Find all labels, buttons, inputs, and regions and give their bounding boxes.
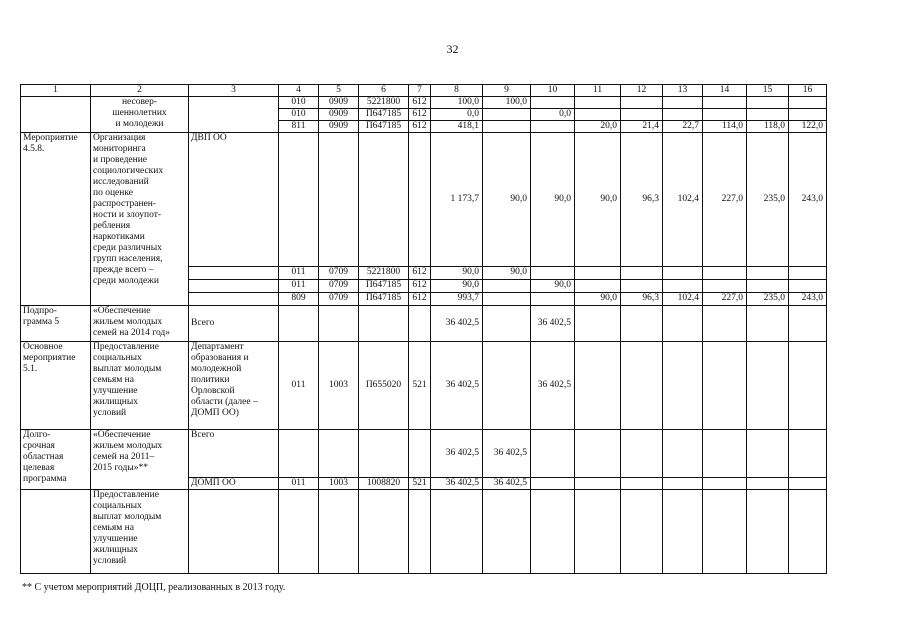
value-cell — [747, 490, 789, 574]
text-line: ДОМП ОО) — [191, 408, 239, 418]
value-cell — [575, 267, 621, 280]
value-cell: 22,7 — [663, 121, 703, 133]
value-cell: 100,0 — [483, 97, 531, 109]
header-cell: 3 — [189, 85, 279, 97]
value-cell — [747, 267, 789, 280]
header-cell: 16 — [789, 85, 827, 97]
code-cell — [409, 490, 431, 574]
value-cell — [663, 267, 703, 280]
text-line: 5.1. — [23, 364, 38, 374]
text-line: Департамент — [191, 342, 244, 352]
value-cell — [531, 293, 575, 306]
text-line: распространен- — [93, 199, 157, 209]
value-cell — [789, 306, 827, 342]
code-cell — [279, 133, 319, 267]
text-line: 4.5.8. — [23, 144, 45, 154]
value-cell — [575, 306, 621, 342]
table-row — [21, 342, 827, 430]
value-cell — [621, 342, 663, 430]
value-cell — [703, 342, 747, 430]
text-line: Предоставление — [93, 490, 159, 500]
value-cell — [575, 109, 621, 121]
text-line: Долго- — [23, 430, 51, 440]
description-cell — [91, 97, 189, 133]
text-line: жильем молодых — [93, 441, 163, 451]
value-cell: 90,0 — [431, 267, 483, 280]
header-cell: 11 — [575, 85, 621, 97]
value-cell — [575, 342, 621, 430]
code-cell: 1008820 — [359, 478, 409, 490]
text-line: семьям на — [93, 375, 134, 385]
executor-cell — [189, 490, 279, 574]
code-cell: 809 — [279, 293, 319, 306]
header-cell: 4 — [279, 85, 319, 97]
value-cell: 20,0 — [575, 121, 621, 133]
header-cell: 8 — [431, 85, 483, 97]
text-line: семей на 2011– — [93, 452, 155, 462]
code-cell: 0709 — [319, 293, 359, 306]
value-cell: 100,0 — [431, 97, 483, 109]
value-cell: 102,4 — [663, 133, 703, 267]
text-line: программа — [23, 474, 67, 484]
text-line: областная — [23, 452, 64, 462]
table-row — [21, 133, 827, 267]
code-cell: 1003 — [319, 342, 359, 430]
value-cell: 90,0 — [575, 293, 621, 306]
text-line: выплат молодым — [93, 364, 162, 374]
value-cell — [621, 280, 663, 293]
footnote: ** С учетом мероприятий ДОЦП, реализованных в 2013 году. — [22, 582, 286, 593]
text-line: шеннолетних — [112, 108, 167, 118]
text-line: грамма 5 — [23, 317, 60, 327]
header-row — [21, 85, 827, 97]
value-cell: 90,0 — [483, 133, 531, 267]
code-cell: 612 — [409, 293, 431, 306]
header-cell: 6 — [359, 85, 409, 97]
value-cell — [621, 430, 663, 478]
text-line: и проведение — [93, 155, 147, 165]
value-cell — [703, 280, 747, 293]
value-cell — [621, 478, 663, 490]
code-cell — [319, 133, 359, 267]
value-cell — [621, 306, 663, 342]
program-cell — [21, 490, 91, 574]
value-cell — [789, 97, 827, 109]
text-line: Подпро- — [23, 306, 57, 316]
code-cell: 612 — [409, 97, 431, 109]
value-cell: 36 402,5 — [431, 430, 483, 478]
code-cell — [279, 430, 319, 478]
value-cell: 418,1 — [431, 121, 483, 133]
code-cell — [319, 490, 359, 574]
code-cell — [319, 430, 359, 478]
text-line: Орловской — [191, 386, 235, 396]
table-row — [21, 306, 827, 342]
code-cell — [279, 306, 319, 342]
value-cell — [431, 490, 483, 574]
text-line: несовер- — [121, 97, 158, 107]
code-cell — [409, 306, 431, 342]
value-cell — [789, 109, 827, 121]
code-cell: 011 — [279, 342, 319, 430]
executor-cell — [189, 280, 279, 293]
header-cell: 1 — [21, 85, 91, 97]
executor-cell: Всего — [189, 306, 279, 342]
value-cell — [789, 280, 827, 293]
value-cell: 993,7 — [431, 293, 483, 306]
table-row — [21, 490, 827, 574]
value-cell — [483, 280, 531, 293]
value-cell: 90,0 — [531, 133, 575, 267]
text-line: улучшение — [93, 386, 138, 396]
code-cell: 5221800 — [359, 97, 409, 109]
text-line: среди молодежи — [93, 276, 159, 286]
program-cell — [21, 133, 91, 306]
code-cell: 0909 — [319, 121, 359, 133]
executor-cell: ДВП ОО — [189, 133, 279, 267]
value-cell: 102,4 — [663, 293, 703, 306]
value-cell — [789, 478, 827, 490]
code-cell: 612 — [409, 267, 431, 280]
code-cell: П647185 — [359, 109, 409, 121]
code-cell — [279, 490, 319, 574]
code-cell — [319, 306, 359, 342]
value-cell: 235,0 — [747, 293, 789, 306]
program-cell — [21, 430, 91, 490]
value-cell — [703, 109, 747, 121]
text-line: жильем молодых — [93, 317, 163, 327]
value-cell — [663, 490, 703, 574]
header-cell: 10 — [531, 85, 575, 97]
text-line: семьям на — [93, 523, 134, 533]
value-cell — [703, 490, 747, 574]
code-cell: 521 — [409, 342, 431, 430]
value-cell — [531, 267, 575, 280]
value-cell: 227,0 — [703, 293, 747, 306]
value-cell — [663, 342, 703, 430]
value-cell — [663, 280, 703, 293]
code-cell — [409, 430, 431, 478]
code-cell: 0709 — [319, 280, 359, 293]
text-line: и молодежи — [115, 119, 164, 129]
value-cell — [531, 430, 575, 478]
code-cell — [409, 133, 431, 267]
header-cell: 15 — [747, 85, 789, 97]
table-row — [21, 97, 827, 109]
value-cell — [663, 306, 703, 342]
text-line: образования и — [191, 353, 249, 363]
text-line: условий — [93, 556, 127, 566]
code-cell: 010 — [279, 109, 319, 121]
header-cell: 14 — [703, 85, 747, 97]
value-cell: 36 402,5 — [431, 342, 483, 430]
text-line: Основное — [23, 342, 63, 352]
value-cell — [747, 430, 789, 478]
executor-cell — [189, 342, 279, 430]
text-line: социологических — [93, 166, 164, 176]
text-line: групп населения, — [93, 254, 163, 264]
value-cell — [747, 306, 789, 342]
value-cell: 227,0 — [703, 133, 747, 267]
program-cell — [21, 306, 91, 342]
value-cell: 36 402,5 — [531, 342, 575, 430]
description-cell — [91, 490, 189, 574]
value-cell — [531, 97, 575, 109]
header-cell: 9 — [483, 85, 531, 97]
text-line: Мероприятие — [23, 133, 78, 143]
value-cell — [483, 306, 531, 342]
header-cell: 2 — [91, 85, 189, 97]
code-cell: 011 — [279, 478, 319, 490]
code-cell — [359, 490, 409, 574]
text-line: мероприятие — [23, 353, 76, 363]
value-cell: 90,0 — [483, 267, 531, 280]
program-cell — [21, 97, 91, 133]
value-cell — [483, 121, 531, 133]
value-cell — [747, 342, 789, 430]
header-cell: 13 — [663, 85, 703, 97]
text-line: социальных — [93, 501, 142, 511]
text-line: 2015 годы»** — [93, 463, 148, 473]
value-cell — [703, 306, 747, 342]
value-cell: 90,0 — [431, 280, 483, 293]
code-cell: 0909 — [319, 97, 359, 109]
value-cell — [531, 121, 575, 133]
text-line: прежде всего – — [93, 265, 154, 275]
value-cell — [575, 490, 621, 574]
program-cell — [21, 342, 91, 430]
code-cell: 1003 — [319, 478, 359, 490]
value-cell — [621, 267, 663, 280]
value-cell — [747, 97, 789, 109]
value-cell — [621, 490, 663, 574]
budget-table — [20, 84, 827, 574]
code-cell: 5221800 — [359, 267, 409, 280]
value-cell — [663, 109, 703, 121]
value-cell — [483, 109, 531, 121]
code-cell: 612 — [409, 280, 431, 293]
code-cell: 612 — [409, 121, 431, 133]
text-line: молодежной — [191, 364, 242, 374]
executor-cell — [189, 293, 279, 306]
value-cell: 243,0 — [789, 133, 827, 267]
header-cell: 5 — [319, 85, 359, 97]
text-line: «Обеспечение — [93, 430, 151, 440]
code-cell: 0709 — [319, 267, 359, 280]
value-cell: 90,0 — [531, 280, 575, 293]
code-cell: П647185 — [359, 121, 409, 133]
text-line: политики — [191, 375, 230, 385]
executor-cell — [189, 97, 279, 133]
code-cell: 011 — [279, 267, 319, 280]
code-cell: 011 — [279, 280, 319, 293]
description-cell — [91, 430, 189, 490]
description-cell — [91, 342, 189, 430]
text-line: целевая — [23, 463, 55, 473]
value-cell: 0,0 — [431, 109, 483, 121]
text-line: выплат молодым — [93, 512, 162, 522]
value-cell — [747, 478, 789, 490]
text-line: Предоставление — [93, 342, 159, 352]
value-cell: 114,0 — [703, 121, 747, 133]
value-cell: 90,0 — [575, 133, 621, 267]
value-cell — [621, 97, 663, 109]
executor-cell: Всего — [189, 430, 279, 478]
value-cell: 36 402,5 — [431, 306, 483, 342]
code-cell: 0909 — [319, 109, 359, 121]
code-cell — [359, 133, 409, 267]
value-cell — [747, 280, 789, 293]
value-cell — [483, 490, 531, 574]
value-cell — [703, 267, 747, 280]
value-cell — [789, 267, 827, 280]
value-cell: 0,0 — [531, 109, 575, 121]
value-cell — [703, 478, 747, 490]
code-cell — [359, 430, 409, 478]
text-line: мониторинга — [93, 144, 146, 154]
text-line: среди различных — [93, 243, 162, 253]
executor-cell — [189, 267, 279, 280]
page-number: 32 — [446, 42, 459, 56]
value-cell — [703, 97, 747, 109]
code-cell: П647185 — [359, 280, 409, 293]
description-cell — [91, 133, 189, 306]
value-cell — [483, 342, 531, 430]
text-line: ности и злоупот- — [93, 210, 162, 220]
text-line: жилищных — [93, 545, 139, 555]
value-cell: 1 173,7 — [431, 133, 483, 267]
value-cell: 21,4 — [621, 121, 663, 133]
executor-cell: ДОМП ОО — [189, 478, 279, 490]
code-cell: 521 — [409, 478, 431, 490]
text-line: «Обеспечение — [93, 306, 151, 316]
value-cell — [575, 478, 621, 490]
value-cell — [621, 109, 663, 121]
text-line: по оценке — [93, 188, 133, 198]
value-cell — [575, 430, 621, 478]
value-cell — [575, 280, 621, 293]
text-line: области (далее – — [191, 397, 258, 407]
value-cell: 96,3 — [621, 133, 663, 267]
text-line: срочная — [23, 441, 55, 451]
header-cell: 12 — [621, 85, 663, 97]
value-cell — [531, 490, 575, 574]
table-row — [21, 430, 827, 478]
text-line: улучшение — [93, 534, 138, 544]
value-cell — [789, 342, 827, 430]
code-cell: П655020 — [359, 342, 409, 430]
value-cell: 122,0 — [789, 121, 827, 133]
value-cell — [663, 430, 703, 478]
value-cell — [663, 478, 703, 490]
value-cell: 235,0 — [747, 133, 789, 267]
code-cell: 612 — [409, 109, 431, 121]
code-cell: П647185 — [359, 293, 409, 306]
text-line: ребления — [93, 221, 131, 231]
text-line: Организация — [93, 133, 146, 143]
header-cell: 7 — [409, 85, 431, 97]
value-cell: 243,0 — [789, 293, 827, 306]
text-line: исследований — [93, 177, 149, 187]
text-line: социальных — [93, 353, 142, 363]
value-cell: 118,0 — [747, 121, 789, 133]
value-cell: 36 402,5 — [531, 306, 575, 342]
value-cell — [789, 430, 827, 478]
value-cell — [747, 109, 789, 121]
code-cell: 010 — [279, 97, 319, 109]
description-cell — [91, 306, 189, 342]
text-line: наркотиками — [93, 232, 145, 242]
value-cell — [483, 293, 531, 306]
text-line: условий — [93, 408, 127, 418]
value-cell — [703, 430, 747, 478]
text-line: семей на 2014 год» — [93, 328, 171, 338]
code-cell: 811 — [279, 121, 319, 133]
value-cell: 36 402,5 — [431, 478, 483, 490]
code-cell — [359, 306, 409, 342]
value-cell — [575, 97, 621, 109]
value-cell: 36 402,5 — [483, 478, 531, 490]
value-cell — [789, 490, 827, 574]
value-cell — [531, 478, 575, 490]
value-cell — [663, 97, 703, 109]
value-cell: 96,3 — [621, 293, 663, 306]
text-line: жилищных — [93, 397, 139, 407]
value-cell: 36 402,5 — [483, 430, 531, 478]
